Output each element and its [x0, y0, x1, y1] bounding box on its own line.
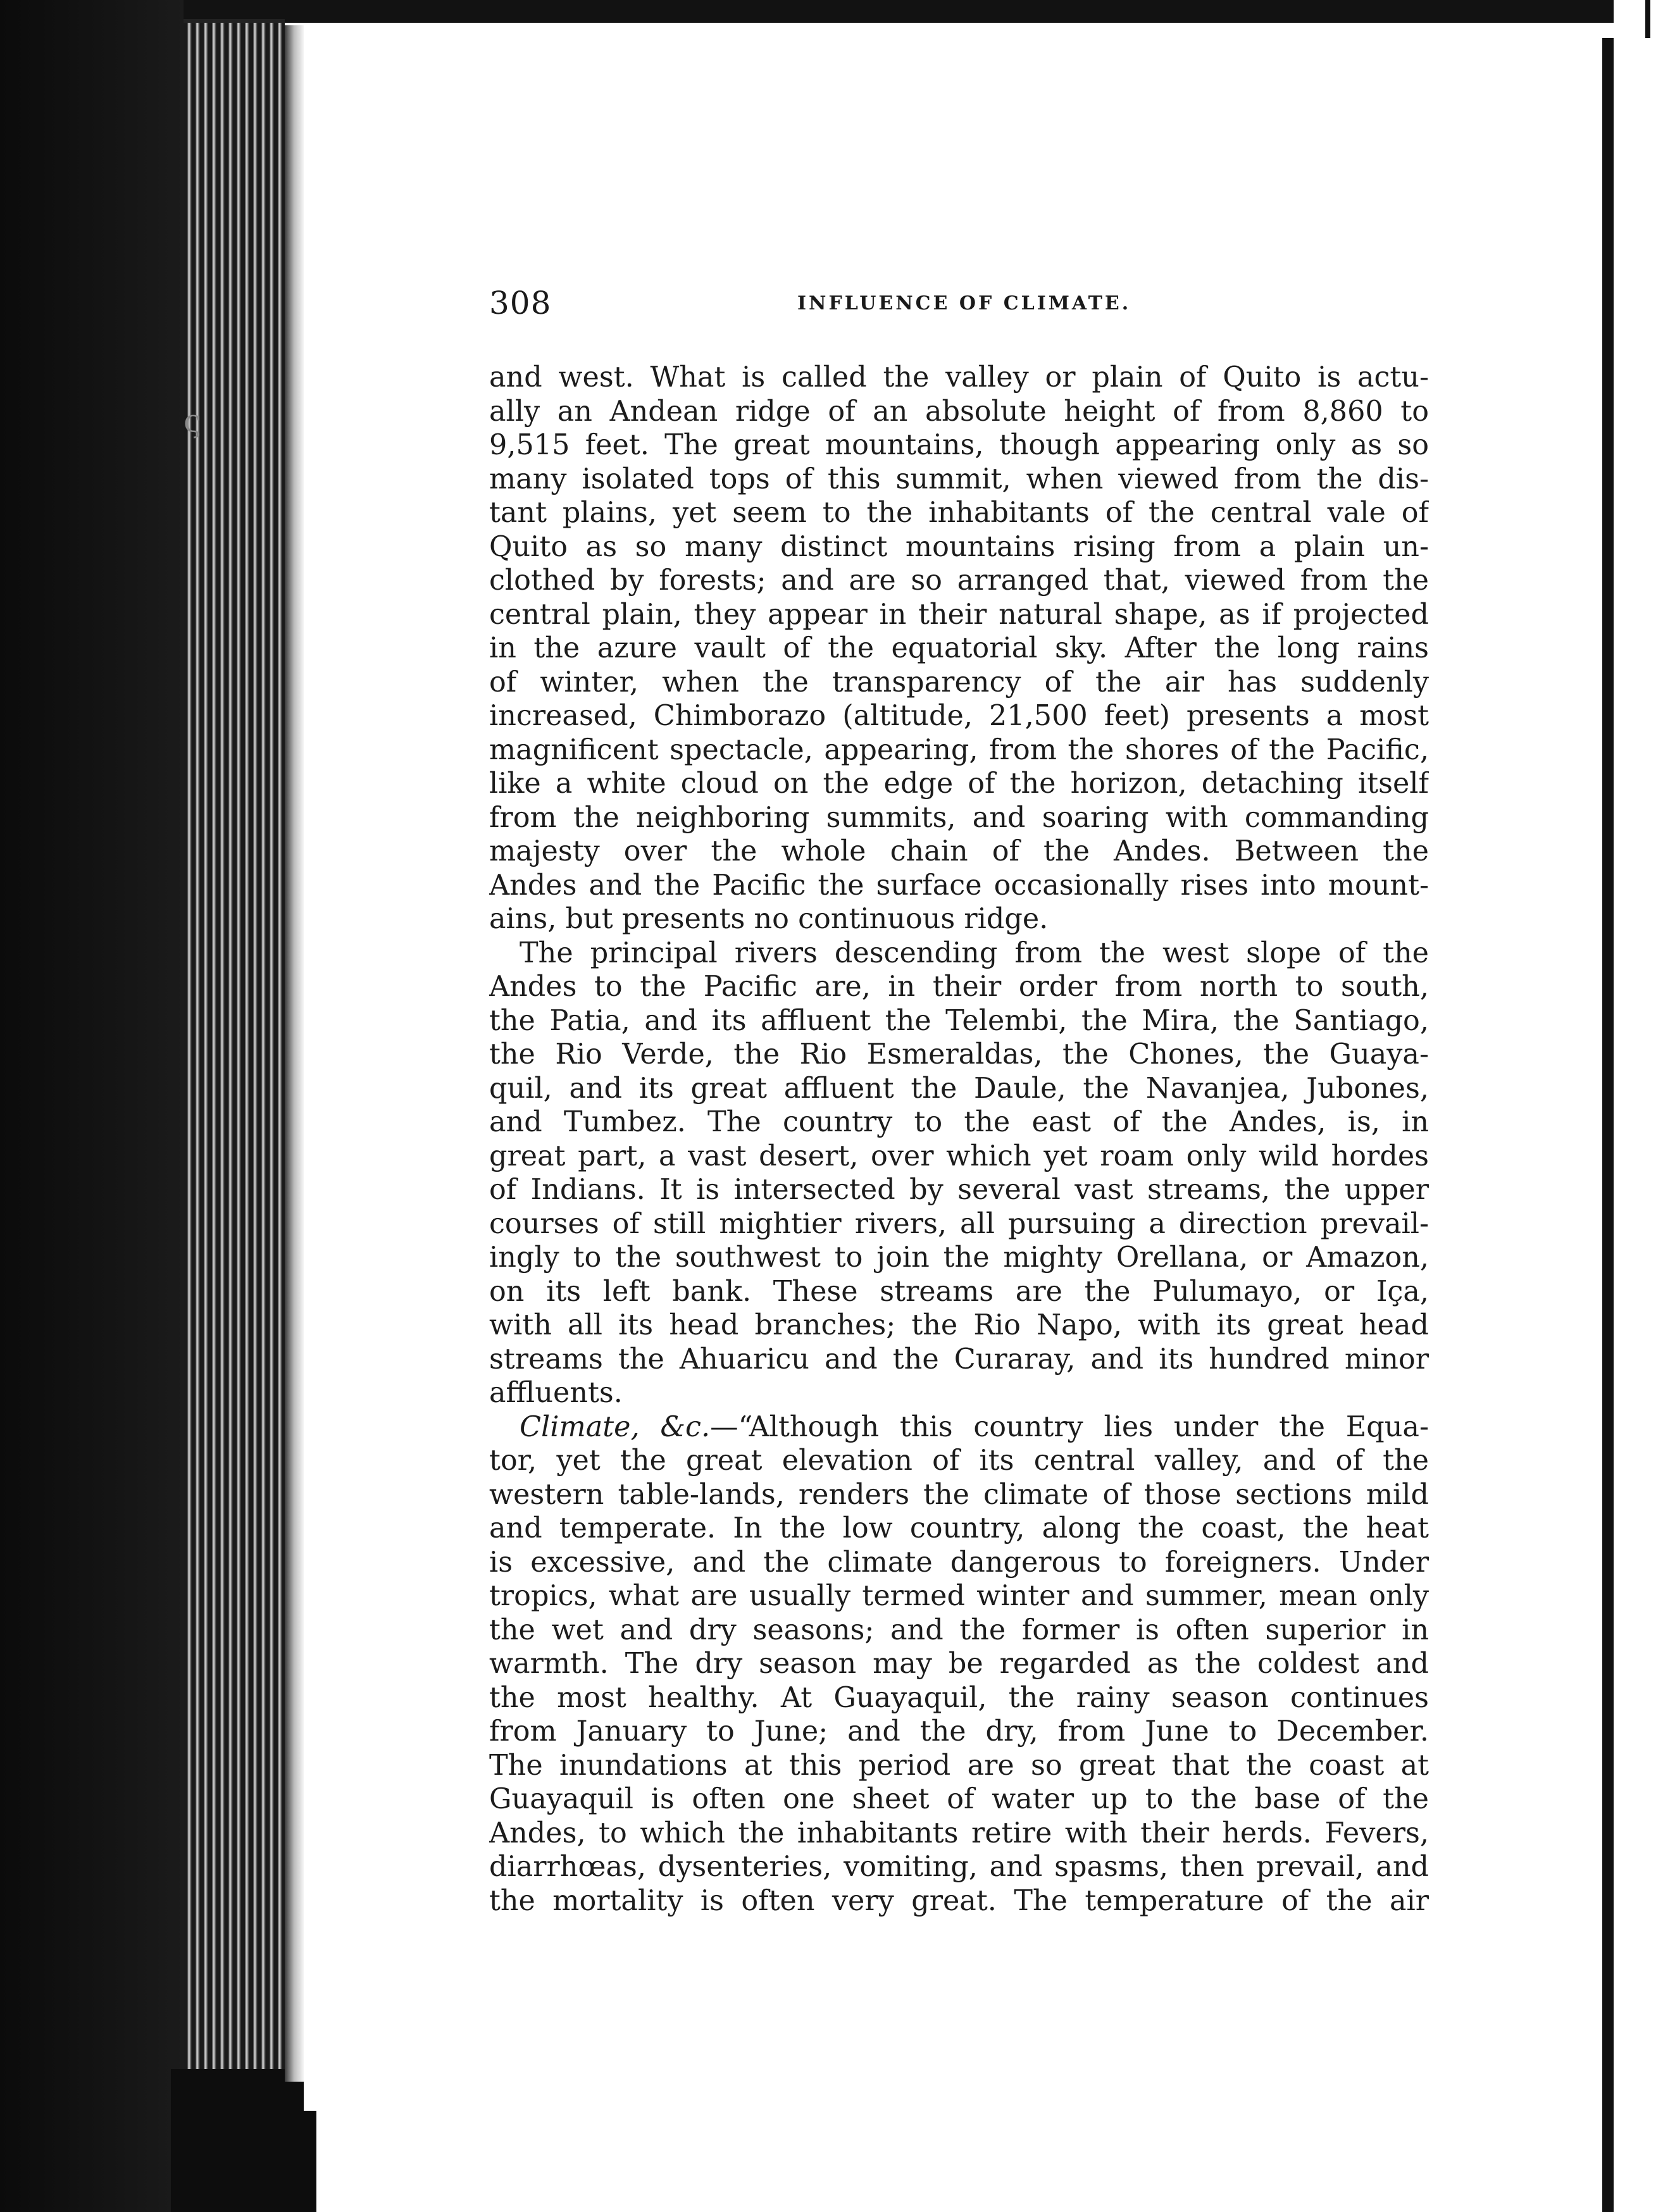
- scan-edge-bottom-left: [171, 2069, 316, 2212]
- page-header: [489, 285, 1438, 323]
- gutter-shadow: [285, 25, 304, 2082]
- text-line: [489, 1241, 1429, 1275]
- text-line-content: increased, Chimborazo (altitude, 21,500 feet) presents a most: [489, 700, 1429, 732]
- text-line-content: —“Although this country lies under the Equa-: [710, 1410, 1429, 1443]
- text-line-content: Andes and the Pacific the surface occasionally rises into mount-: [489, 869, 1429, 902]
- page-number: 308: [489, 285, 552, 321]
- text-line: [489, 1512, 1429, 1546]
- text-line: [489, 1782, 1429, 1817]
- text-line: [489, 1647, 1429, 1681]
- text-line-content: the Rio Verde, the Rio Esmeraldas, the Chones, the Guaya-: [489, 1038, 1429, 1071]
- text-line-content: the wet and dry seasons; and the former is often superior in: [489, 1613, 1429, 1646]
- text-line: [489, 666, 1429, 700]
- text-line: [489, 1038, 1429, 1072]
- text-line: [489, 1275, 1429, 1309]
- text-line-content: quil, and its great affluent the Daule, the Navanjea, Jubones,: [489, 1072, 1429, 1105]
- text-line: [489, 1140, 1429, 1174]
- text-line: [489, 1343, 1429, 1377]
- text-line-content: of winter, when the transparency of the air has suddenly: [489, 666, 1429, 699]
- margin-mark: ς: [184, 402, 202, 439]
- text-line: [489, 1308, 1429, 1343]
- text-line: [489, 767, 1429, 801]
- text-line: [489, 869, 1429, 903]
- text-line: [489, 598, 1429, 632]
- text-line: [489, 1410, 1429, 1445]
- text-line-content: Quito as so many distinct mountains rising from a plain un-: [489, 530, 1429, 563]
- text-line-content: western table-lands, renders the climate of those sections mild: [489, 1478, 1429, 1511]
- text-line-content: majesty over the whole chain of the Andes. Between the: [489, 835, 1429, 867]
- text-line: [489, 1749, 1429, 1783]
- text-line: [489, 395, 1429, 429]
- text-line: [489, 1072, 1429, 1106]
- text-line-content: with all its head branches; the Rio Napo, with its great head: [489, 1309, 1429, 1341]
- text-line-content: Andes, to which the inhabitants retire with their herds. Fevers,: [489, 1817, 1429, 1849]
- text-line-content: from January to June; and the dry, from June to December.: [489, 1715, 1429, 1748]
- text-line-content: like a white cloud on the edge of the horizon, detaching itself: [489, 767, 1429, 800]
- text-line-content: central plain, they appear in their natural shape, as if projected: [489, 598, 1429, 631]
- text-line: [489, 1376, 1429, 1410]
- text-line-content: The inundations at this period are so great that the coast at: [489, 1749, 1429, 1782]
- text-line-content: Guayaquil is often one sheet of water up to the base of the: [489, 1783, 1429, 1815]
- text-line: [489, 496, 1429, 530]
- text-line: [489, 1444, 1429, 1478]
- text-line-content: and west. What is called the valley or plain of Quito is actu-: [489, 361, 1429, 394]
- text-line-content: clothed by forests; and are so arranged that, viewed from the: [489, 564, 1429, 597]
- text-line: [489, 1850, 1429, 1884]
- text-line-content: from the neighboring summits, and soaring with commanding: [489, 801, 1429, 834]
- text-line-content: The principal rivers descending from the west slope of the: [520, 936, 1429, 969]
- text-line: [489, 1546, 1429, 1580]
- text-line-content: the Patia, and its affluent the Telembi, the Mira, the Santiago,: [489, 1004, 1429, 1037]
- body-text: [489, 361, 1429, 1918]
- text-line-content: ingly to the southwest to join the mighty Orellana, or Amazon,: [489, 1241, 1429, 1274]
- text-line-content: many isolated tops of this summit, when viewed from the dis-: [489, 463, 1429, 495]
- text-line-content: tant plains, yet seem to the inhabitants of the central vale of: [489, 497, 1429, 529]
- text-line-content: 9,515 feet. The great mountains, though appearing only as so: [489, 429, 1429, 461]
- text-line: [489, 1613, 1429, 1648]
- text-line: [489, 463, 1429, 497]
- scan-edge-right: [1602, 38, 1614, 2212]
- text-line: [489, 361, 1429, 395]
- text-line: [489, 801, 1429, 835]
- text-line-content: warmth. The dry season may be regarded as the coldest and: [489, 1648, 1429, 1680]
- text-line-content: the most healthy. At Guayaquil, the rainy season continues: [489, 1681, 1429, 1714]
- text-line-content: courses of still mightier rivers, all pursuing a direction prevail-: [489, 1207, 1429, 1240]
- text-line-content: tor, yet the great elevation of its central valley, and of the: [489, 1445, 1429, 1477]
- scan-edge-top: [184, 0, 1614, 23]
- text-line: [489, 530, 1429, 564]
- text-line-content: tropics, what are usually termed winter and summer, mean only: [489, 1580, 1429, 1612]
- text-line-content: affluents.: [489, 1377, 623, 1409]
- text-line-content: great part, a vast desert, over which yet roam only wild hordes: [489, 1140, 1429, 1172]
- text-line: [489, 1105, 1429, 1140]
- text-line-content: is excessive, and the climate dangerous to foreigners. Under: [489, 1546, 1429, 1579]
- scan-edge-right-top: [1645, 0, 1650, 38]
- section-heading-italic: Climate, &c.: [520, 1410, 711, 1443]
- text-line-content: the mortality is often very great. The temperature of the air: [489, 1884, 1429, 1917]
- text-line: [489, 1884, 1429, 1918]
- text-line: [489, 699, 1429, 733]
- text-line: [489, 631, 1429, 666]
- text-line-content: diarrhœas, dysenteries, vomiting, and spasms, then prevail, and: [489, 1851, 1429, 1883]
- text-line-content: on its left bank. These streams are the Pulumayo, or Iça,: [489, 1275, 1429, 1308]
- text-line-content: streams the Ahuaricu and the Curaray, and its hundred minor: [489, 1343, 1429, 1376]
- text-line: [489, 1715, 1429, 1749]
- text-line: [489, 1478, 1429, 1512]
- text-line: [489, 1579, 1429, 1613]
- text-line-content: magnificent spectacle, appearing, from the shores of the Pacific,: [489, 733, 1429, 766]
- text-line: [489, 428, 1429, 463]
- text-line-content: Andes to the Pacific are, in their order from north to south,: [489, 971, 1429, 1003]
- scan-edge-left: [0, 0, 184, 2212]
- text-line-content: ally an Andean ridge of an absolute height of from 8,860 to: [489, 395, 1429, 428]
- text-line: [489, 1681, 1429, 1715]
- text-line-content: and temperate. In the low country, along the coast, the heat: [489, 1512, 1429, 1544]
- text-line: [489, 1817, 1429, 1851]
- text-line: [489, 1207, 1429, 1241]
- text-line: [489, 733, 1429, 767]
- running-head: INFLUENCE OF CLIMATE.: [797, 292, 1131, 314]
- text-line-content: of Indians. It is intersected by several vast streams, the upper: [489, 1174, 1429, 1206]
- text-line: [489, 936, 1429, 971]
- text-line: [489, 1004, 1429, 1038]
- text-line-content: and Tumbez. The country to the east of the Andes, is, in: [489, 1106, 1429, 1138]
- text-line: [489, 902, 1429, 936]
- page-stack-edges: [184, 19, 285, 2098]
- text-line-content: in the azure vault of the equatorial sky. After the long rains: [489, 632, 1429, 664]
- text-line: [489, 1173, 1429, 1207]
- text-line: [489, 970, 1429, 1004]
- text-line: [489, 835, 1429, 869]
- text-line-content: ains, but presents no continuous ridge.: [489, 903, 1049, 935]
- text-line: [489, 564, 1429, 598]
